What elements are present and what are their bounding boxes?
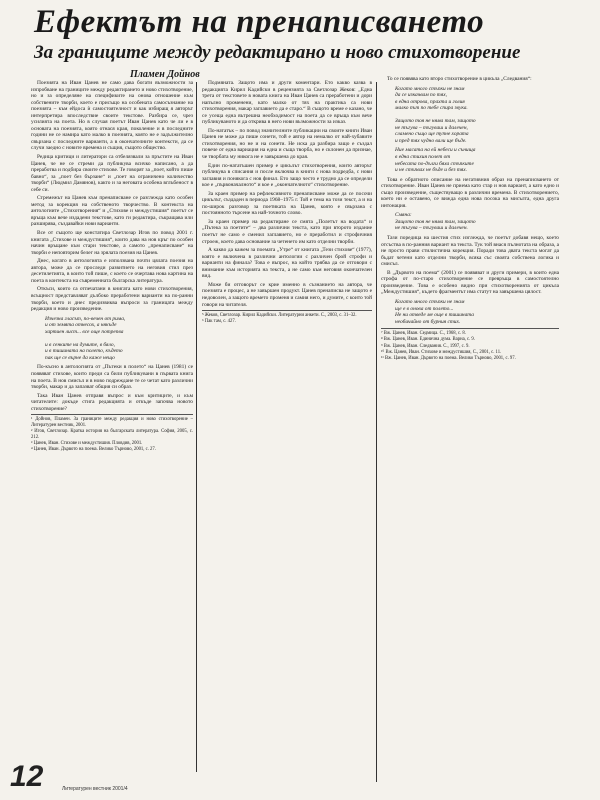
poem-line: Не ни отведе ме още в тишината (395, 312, 474, 319)
page-number: 12 (10, 760, 44, 793)
footnote: ⁵ Жеков, Светлозар. Кирил Кадийски. Литературни анкети. С., 2003, с. 31–32. (202, 313, 357, 319)
poem-line: да се изкачвам по тях, (395, 92, 447, 99)
text-column-3 (381, 76, 559, 792)
footnote: ² Игов, Светлозар. Кратка история на българската литература. София, 2005, с. 212. (31, 429, 193, 440)
poem-line: Защото тоя не няма там, защото (395, 218, 476, 225)
poem-line: малко път по тебе спира звука. (395, 105, 468, 112)
footnote: ¹¹ Вж. Цанев, Иван. Дървото на поема. Велико Търново, 2001, с. 97. (381, 355, 516, 361)
paragraph: Подмяната. Защото има и други коментари. Ето какво казва в редакцията Кирил Кадийски в рецензията за Светлозар Жеков: „Една трета от текстовете в новата книга на Иван Цанев са преработени и дори напълно променени, като малко от тях на практика са нови стихотворения, макар заглавието да е старо.“ В същото време е казано, че се усеща една вътрешна необходимост на поета да се връща към вече публикуваното и да открива в него нови възможности за изказ. (202, 80, 372, 126)
poem-line: Когато много стъпки не знам (395, 298, 465, 305)
poem-line: и от земята отнесох, а някъде (45, 322, 117, 329)
paragraph: Тази поредица на шестия стих изглежда, че поетът добавя нещо, което отсъства в по-ранния вариант на текста. Тук той внася пълнотата на образа, а не просто прави стилистична корекция. Поради това двата текста могат да бъдат четени като отделни творби, всяка със своята собствена логика и смисъл. (381, 235, 559, 268)
poem-quote (45, 316, 193, 362)
paragraph: За краен пример на редактиране се смята „Полетът на водата“ и „Пътека за поетите“ – два различни текста, като при второто издание поетът не само е сменил заглавието, но е преработил и строфичния строеж, което дава основание за четенето им като отделни творби. (202, 218, 372, 245)
poem-line: Изчезна гласът, по-вечен от рима, (45, 315, 126, 322)
paragraph: Поезията на Иван Цанев не само дава богати възможности за изпробване на границите между редактирането и ново стихотворение, но и за определяне на спецификите на онова отношение към собствените творби, което е присъщо на особената самосъзнание на поезията – към ейдоса ѝ самостоятелност и как избиращ я авторът интерпретира впоследствие своите текстове. Разбира се, чрез усилията на поета. Но в случая поетът Иван Цанев като че ли е в основата на поезията, която отнася края, поколение и в последните години не се намира като малко в поезията, която не е задължително свързана с последните варианти, а в окончателните контексти, да се случи заедно с новите времена и същия, същото общество. (31, 80, 193, 152)
paragraph: Това е обратното описание на негативния образ на пренаписването от стихотворение. Иван Цанев не приема като стар и нов вариант, а като едно и също произведение, съществуващо в различни времена. В стихотворението, което ни е оставено, се вижда една нова посока на мисълта, една друга интонация. (381, 176, 559, 209)
poem-line: не тъгува – тъгуваш и далечен. (395, 225, 468, 232)
paragraph: Днес, когато в антологията е използвана почти цялата поезия на автора, може да се проследи развитието на неговия стил през десетилетията, в които той пише, с което се очертава нова картина на поета в контекста на съвременната българска литература. (31, 258, 193, 284)
footnotes (202, 310, 372, 325)
footnote: ¹⁰ Вж. Цанев, Иван. Стихове и междустишия, С., 2001, с. 11. (381, 349, 502, 355)
poem-quote (395, 212, 559, 232)
poem-quote (395, 86, 559, 145)
paragraph: Стремежът на Цанев към пренаписване се разглежда като особен метод за корекция на собственото творчество. В контекста на антологиите „Стихотворения“ и „Стихове и междустишия“ поетът се връща към вече издадени текстове, като ги редактира, съкращава или разширява, създавайки нови варианти. (31, 195, 193, 228)
footnote: ⁸ Вж. Цанев, Иван. Единична дума. Варна, с. 9. (381, 337, 475, 343)
paragraph: По-нататък – по повод значителните публикации на своите книги Иван Цанев не може да пише сонети, той е автор на немалко от най-хубавите стихотворения, но не и на сонети. Не иска да разбира защо е създал повече от една вариация на една и съща творба, но е склонен да признае, че творбата му никога не е завършена до края. (202, 127, 372, 161)
paragraph: За краен пример на рефлексивното пренаписване може да се посочи цикълът, създаден в периода 1968–1975 г. Той е тема на този текст, а и на по-широк разговор за поетиката на Цанев, която е свързана с постоянното търсене на най-точното слово. (202, 190, 372, 217)
article-author: Пламен Дойнов (130, 69, 200, 80)
poem-line: и в тишината на полето, където (45, 348, 123, 355)
paragraph: В „Дървото на поема“ (2001) се появяват и други примери, в които една строфа от по-старо стихотворение се превръща в самостоятелно произведение. Това е особено видно при стихотворенията от цикъла „Междустишия“, където фрагментът има статут на завършена цялост. (381, 269, 559, 296)
footnote: ¹ Дойнов, Пламен. За границите между редакция и ново стихотворение – Литературен вестник, 2001. (31, 417, 193, 428)
paragraph: Все от същото ще констатира Светлозар Игов по повод 2001 г. книгата „Стихове и междустишия“, които дава на нов кръг по особен начин връщане към стари текстове, а самото „пренаписване“ на творби е неповторим белег на зрялата поезия на Цанев. (31, 230, 193, 256)
poem-line: хартиен лист... все още потрепва (45, 328, 124, 335)
paragraph: Един по-нататъшен пример е цикълът стихотворения, които авторът публикува в списания и после включва в книги с нова подредба, с нови заглавия и понякога с нов финал. Ето защо често е трудно да се определи кое е „първоначалното“ и кое е „окончателното“ стихотворение. (202, 162, 372, 189)
paragraph: Редица критици и литератори са отбелязвали за пръстите на Иван Цанев, че не се стреми да публикува всичко написано, а да преработва и подбира своите стихове. Те говорят за „поет, който пише бавно“, за „поет без бързане“ и „поет на ограничено количество творби“ (Людмил Дамянов), както и за неговата особена вглъбеност в себе си. (31, 154, 193, 193)
journal-footer: Литературен вестник 2001/4 (62, 786, 128, 792)
poem-line: Защото тоя не няма там, защото (395, 118, 476, 125)
poem-line: необичайно от бурния стих. (395, 318, 461, 325)
paragraph: То се появява като второ стихотворение в цикъла „Следвания“: (387, 76, 532, 82)
poem-line: не тъгува – тъгуваш и далечен, (395, 124, 468, 131)
poem-line: пак ще се върне да каже нещо (45, 354, 115, 361)
poem-line: и в сенките на думите, в бяло, (45, 341, 115, 348)
poem-line: в една стихия полет от (395, 154, 451, 161)
paragraph: По-късно в антологията от „Пътеки в полето“ на Цанев (1981) се появяват стихове, които преди са били публикувани в първата книга на поета. В нов смисъл и в ново подреждане те се четат като различни творби, макар и да запазват общия си образ. (31, 364, 193, 391)
poem-line: небесата по-дълги бяха стъпките (395, 160, 474, 167)
footnotes (31, 414, 193, 453)
footnote: ⁹ Вж. Цанев, Иван. Следвания. С., 1997, с. 9. (381, 343, 470, 349)
text-column-1 (31, 80, 193, 780)
paragraph: А какво да кажем за поемата „Утре“ от книгата „Тези стихове“ (1977), която е включена в различни антологии с различен брой строфи и варианти на финала? Това е въпрос, на който трябва да се отговори с внимание към историята на текста, а не само към неговия окончателен вид. (202, 247, 372, 280)
footnote: ⁶ Пак там, с. 427. (202, 319, 236, 325)
text-column-2 (202, 80, 372, 770)
article-title: Ефектът на пренаписването (34, 4, 485, 40)
poem-line: ще е в онова от полето... (395, 305, 454, 312)
poem-line: Смяна: (395, 212, 412, 219)
poem-line: Ние масата на ей небеси и сънища (395, 147, 476, 154)
column-divider (196, 82, 197, 772)
poem-line: и пред тях чудно вали ще бъде. (395, 137, 467, 144)
poem-quote (395, 147, 559, 173)
poem-line: Когато много стъпки не знам (395, 85, 465, 92)
footnote: ⁴ Цанев, Иван. Дървото на поема. Велико Търново, 2001, с. 27. (31, 447, 156, 453)
poem-line: и не стъпвах не бъде и без тях. (395, 167, 468, 174)
poem-quote (395, 299, 559, 325)
column-divider (376, 82, 377, 782)
article-subtitle: За границите между редактирано и ново стихотворение (34, 42, 521, 63)
paragraph: Може би отговорът се крие именно в съзнанието на автора, че поезията е процес, а не завършен продукт. Цанев пренаписва не защото е недоволен, а защото времето променя и самия него, и думите, с които той говори на читателя. (202, 281, 372, 308)
paragraph: Така Иван Цанев отправя въпрос и към критиците, и към читателите: докъде стига редакцията и откъде започва новото стихотворение? (31, 392, 193, 412)
poem-line: сламено също ще тупне хората (395, 131, 469, 138)
footnote: ⁷ Вж. Цанев, Иван. Седмица. С., 1968, с. 8. (381, 331, 466, 337)
poem-line: в една отрова, прахта и голия (395, 98, 465, 105)
footnotes (381, 328, 559, 362)
footnote: ³ Цанев, Иван. Стихове и междустишия. Пловдив, 2001. (31, 441, 143, 447)
paragraph: Откъси, които са отпечатани в книгата като нови стихотворения, всъщност представляват дълбоко преработени варианти на по-ранни творби, което и днес предизвиква въпроси за границата между редакция и ново произведение. (31, 286, 193, 313)
